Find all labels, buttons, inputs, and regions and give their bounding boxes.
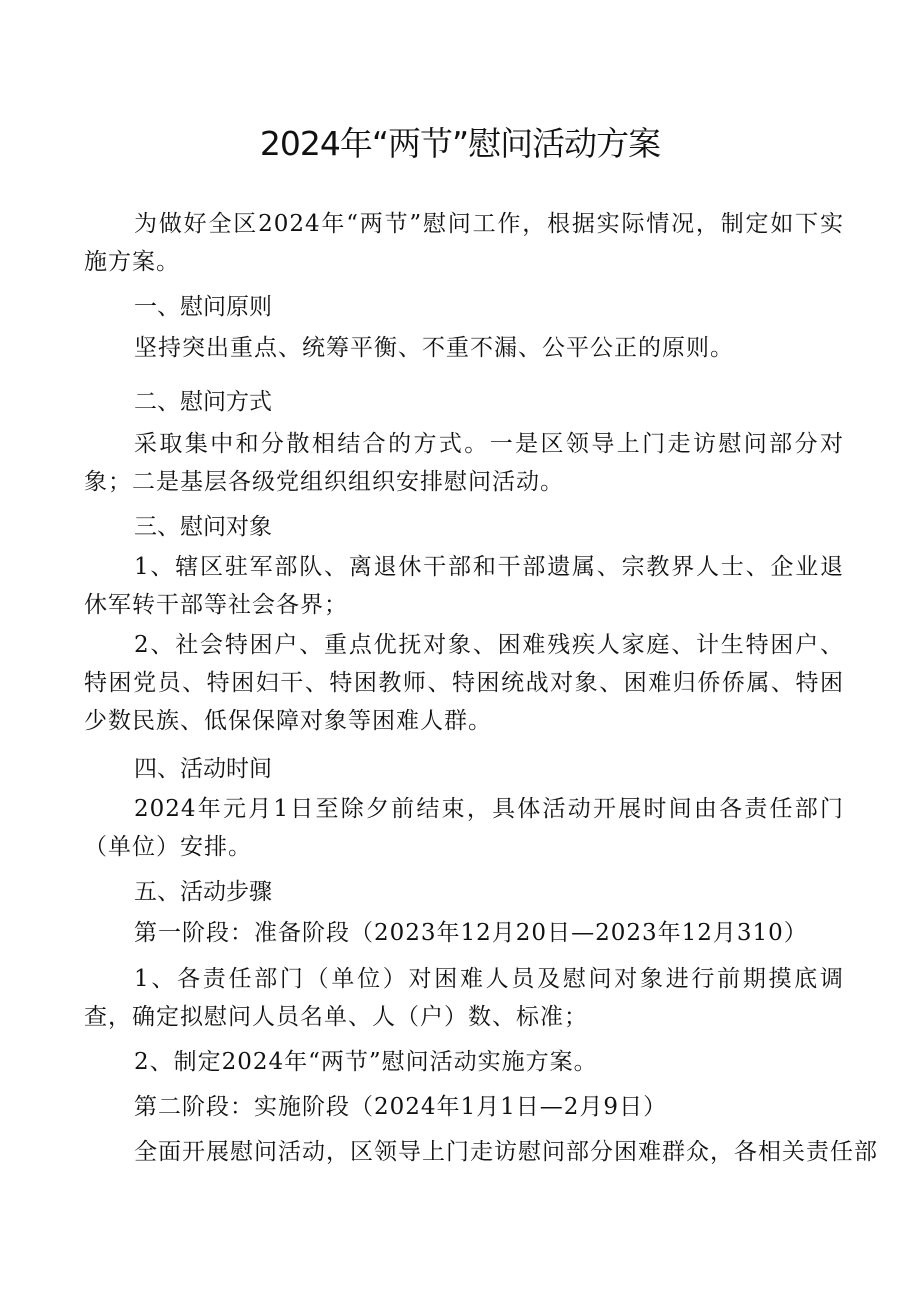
section-heading-time: 四、活动时间 [134,756,272,782]
stage-1-label: 第一阶段：准备阶段（2023年12月20日—2023年12月310） [134,920,808,946]
targets-item-2: 2、社会特困户、重点优抚对象、困难残疾人家庭、计生特困户、特困党员、特困妇干、特困教师、特困统战对象、困难归侨侨属、特困少数民族、低保保障对象等困难人群。 [84,632,844,734]
section-heading-targets: 三、慰问对象 [134,514,272,540]
section-heading-principles: 一、慰问原则 [134,294,272,320]
stage-1-item-2: 2、制定2024年“两节”慰问活动实施方案。 [134,1049,598,1075]
methods-paragraph: 采取集中和分散相结合的方式。一是区领导上门走访慰问部分对象；二是基层各级党组织组织安排慰问活动。 [84,431,844,495]
section-heading-methods: 二、慰问方式 [134,389,272,415]
time-paragraph: 2024年元月1日至除夕前结束，具体活动开展时间由各责任部门（单位）安排。 [84,796,844,860]
stage-2-label: 第二阶段：实施阶段（2024年1月1日—2月9日） [134,1094,668,1120]
intro-paragraph: 为做好全区2024年“两节”慰问工作，根据实际情况，制定如下实施方案。 [84,211,844,275]
targets-item-1: 1、辖区驻军部队、离退休干部和干部遗属、宗教界人士、企业退休军转干部等社会各界； [84,554,844,618]
document-title: 2024年“两节”慰问活动方案 [259,124,661,163]
stage-1-item-1: 1、各责任部门（单位）对困难人员及慰问对象进行前期摸底调查，确定拟慰问人员名单、人（户）数、标准； [84,966,844,1030]
principles-text: 坚持突出重点、统筹平衡、不重不漏、公平公正的原则。 [134,335,734,361]
section-heading-steps: 五、活动步骤 [134,879,272,905]
stage-2-text: 全面开展慰问活动，区领导上门走访慰问部分困难群众，各相关责任部 [134,1139,878,1165]
